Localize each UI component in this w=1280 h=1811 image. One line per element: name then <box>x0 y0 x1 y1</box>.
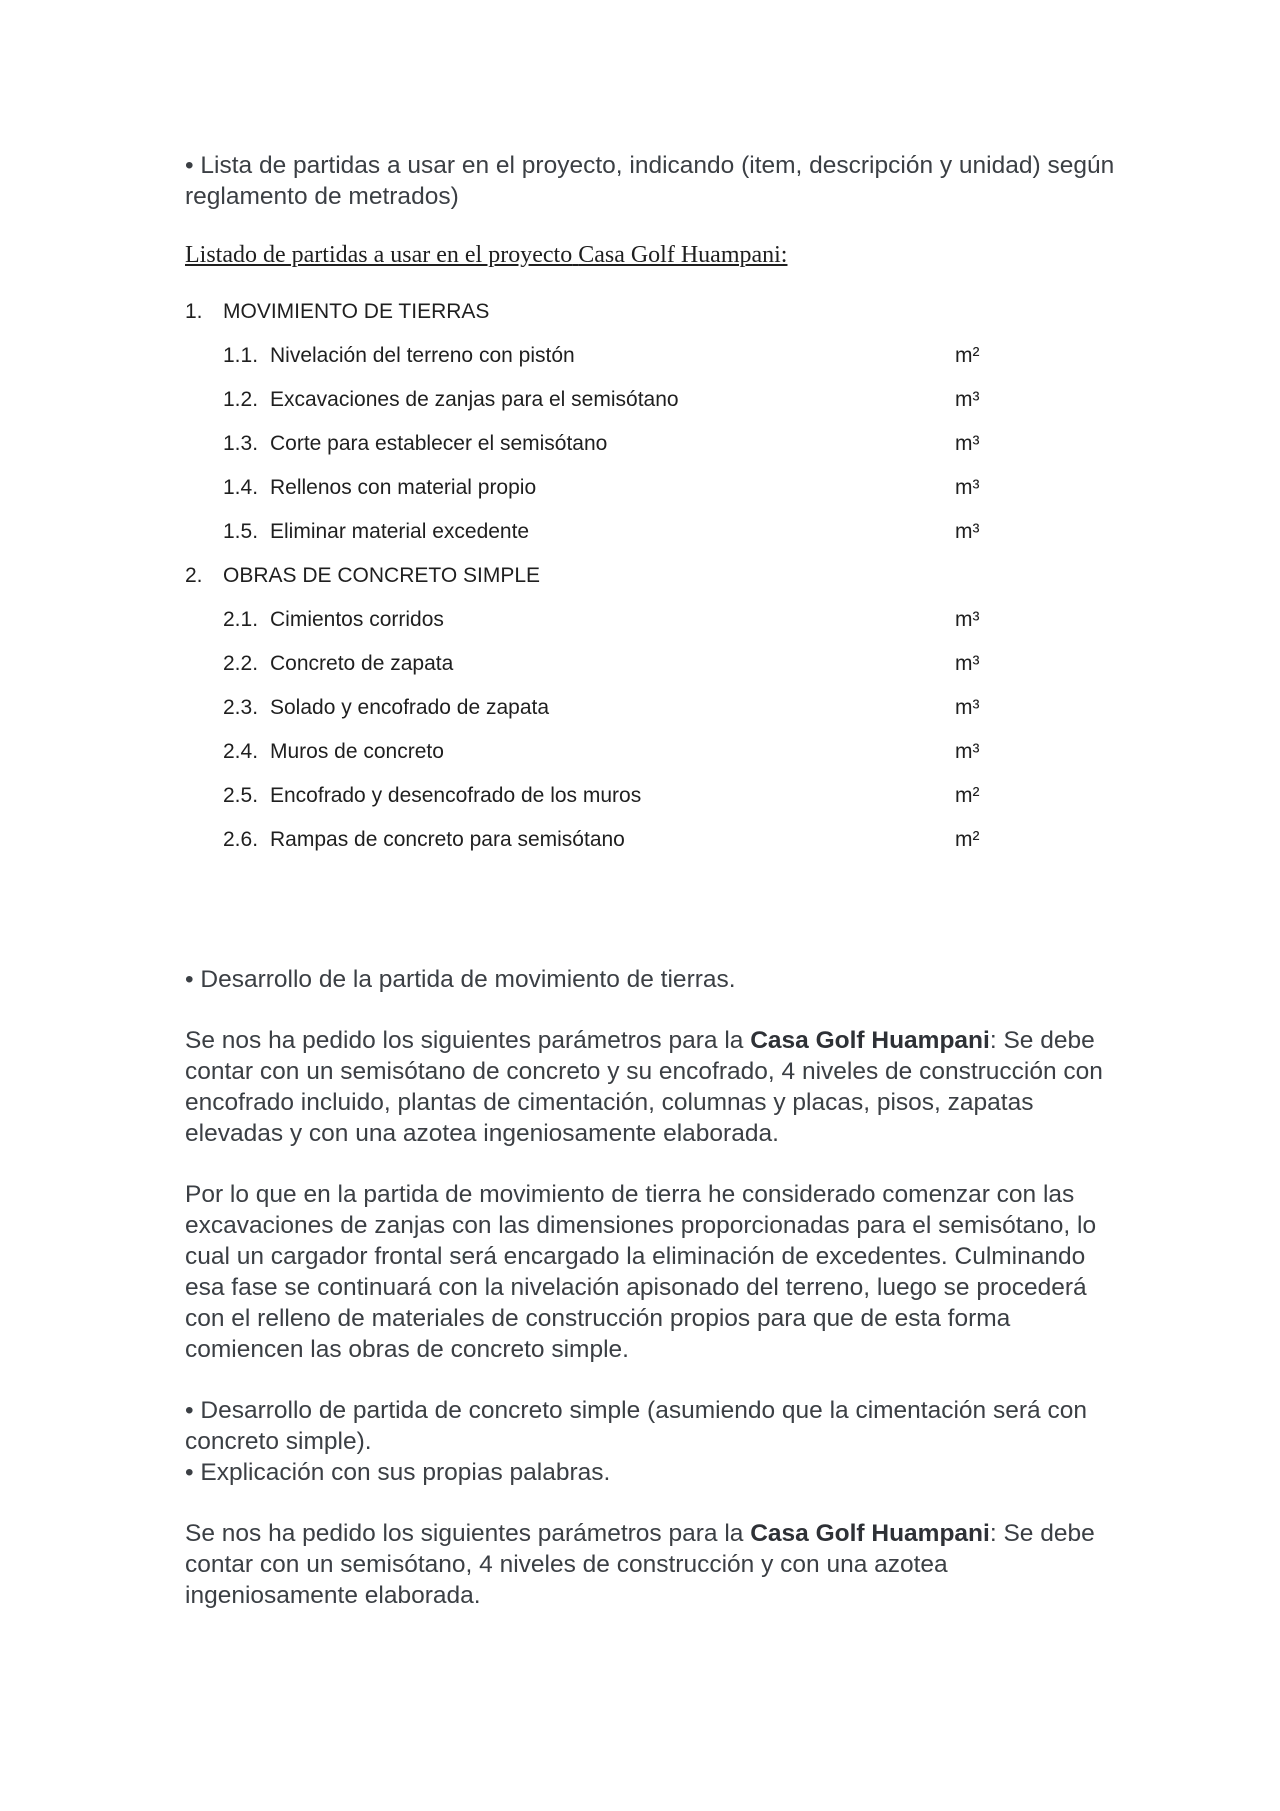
list-item <box>185 642 1115 686</box>
list-item <box>185 334 1115 378</box>
list-item <box>185 422 1115 466</box>
list-item <box>185 818 1115 862</box>
list-item <box>185 774 1115 818</box>
item-description: Nivelación del terreno con pistón <box>270 344 575 367</box>
item-description: Encofrado y desencofrado de los muros <box>270 784 642 807</box>
document-page <box>185 150 1115 1611</box>
bullet-concreto: • Desarrollo de partida de concreto simple (asumiendo que la cimentación será con concreto simple). <box>185 1395 1115 1457</box>
item-unit: m² <box>955 828 980 851</box>
item-description: Excavaciones de zanjas para el semisótano <box>270 388 679 411</box>
item-number: 2.4. <box>223 740 259 763</box>
item-unit: m³ <box>955 476 980 499</box>
item-number: 1.5. <box>223 520 259 543</box>
item-description: Concreto de zapata <box>270 652 454 675</box>
item-unit: m³ <box>955 608 980 631</box>
paragraph-text: : Se debe contar con un semisótano de concreto y su encofrado, 4 niveles de construcción con encofrado incluido, plantas de cimentación, columnas y placas, pisos, zapatas elevadas y con una azotea ingeniosamente elaborada. <box>185 1027 1103 1147</box>
item-number: 1.4. <box>223 476 259 499</box>
item-description: Rampas de concreto para semisótano <box>270 828 625 851</box>
item-number: 2.5. <box>223 784 259 807</box>
paragraph-text: Se nos ha pedido los siguientes parámetros para la <box>185 1027 751 1054</box>
list-item <box>185 466 1115 510</box>
item-description: Cimientos corridos <box>270 608 444 631</box>
list-item <box>185 686 1115 730</box>
paragraph-parametros <box>185 1025 1115 1149</box>
list-item <box>185 730 1115 774</box>
list-item <box>185 598 1115 642</box>
section-heading <box>185 554 1115 598</box>
item-unit: m³ <box>955 388 980 411</box>
item-number: 1.3. <box>223 432 259 455</box>
item-unit: m³ <box>955 652 980 675</box>
item-description: Solado y encofrado de zapata <box>270 696 550 719</box>
project-name: Casa Golf Huampani <box>750 1520 990 1547</box>
item-unit: m² <box>955 344 980 367</box>
list-item <box>185 378 1115 422</box>
item-unit: m³ <box>955 432 980 455</box>
project-name: Casa Golf Huampani <box>750 1027 990 1054</box>
item-description: Eliminar material excedente <box>270 520 530 543</box>
item-unit: m³ <box>955 740 980 763</box>
item-number: 2.6. <box>223 828 259 851</box>
paragraph-movimiento-detalle: Por lo que en la partida de movimiento de tierra he considerado comenzar con las excavaciones de zanjas con las dimensiones proporcionadas para el semisótano, lo cual un cargador frontal será encargado la eliminación de excedentes. Culminando esa fase se continuará con la nivelación apisonado del terreno, luego se procederá con el relleno de materiales de construcción propios para que de esta forma comiencen las obras de concreto simple. <box>185 1181 1097 1363</box>
item-description: Rellenos con material propio <box>270 476 537 499</box>
item-number: 2.3. <box>223 696 259 719</box>
item-unit: m³ <box>955 520 980 543</box>
section-number: 2. <box>185 564 203 587</box>
paragraph-parametros-2 <box>185 1518 1115 1611</box>
item-number: 2.1. <box>223 608 259 631</box>
bullet-movimiento: • Desarrollo de la partida de movimiento de tierras. <box>185 964 1115 995</box>
item-unit: m³ <box>955 696 980 719</box>
section-label: OBRAS DE CONCRETO SIMPLE <box>223 564 541 587</box>
paragraph-text: Se nos ha pedido los siguientes parámetros para la <box>185 1520 751 1547</box>
section-label: MOVIMIENTO DE TIERRAS <box>223 300 490 323</box>
bullet-explicacion: • Explicación con sus propias palabras. <box>185 1457 1115 1488</box>
intro-bullet: • Lista de partidas a usar en el proyecto, indicando (item, descripción y unidad) según reglamento de metrados) <box>185 150 1115 212</box>
item-number: 2.2. <box>223 652 259 675</box>
section-number: 1. <box>185 300 203 323</box>
listing-title-part1: Listado de partidas a usar en el proyecto <box>185 242 573 268</box>
listing-title-part2: Casa Golf Huampani: <box>578 242 788 268</box>
partidas-list <box>185 290 1115 862</box>
item-number: 1.2. <box>223 388 259 411</box>
item-unit: m² <box>955 784 980 807</box>
item-description: Muros de concreto <box>270 740 444 763</box>
section-heading <box>185 290 1115 334</box>
listing-title <box>185 240 1115 270</box>
paragraph-text: : Se debe contar con un semisótano, 4 niveles de construcción y con una azotea ingeniosamente elaborada. <box>185 1520 1095 1609</box>
item-number: 1.1. <box>223 344 259 367</box>
item-description: Corte para establecer el semisótano <box>270 432 608 455</box>
list-item <box>185 510 1115 554</box>
